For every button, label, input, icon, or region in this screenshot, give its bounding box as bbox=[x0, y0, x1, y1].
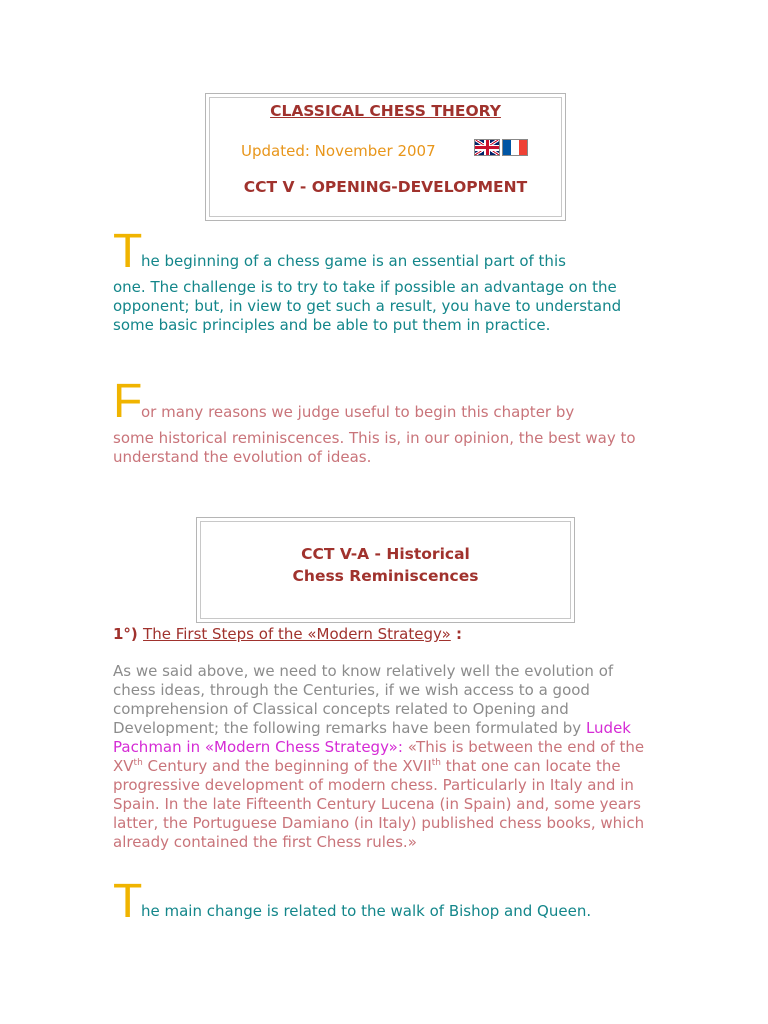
quote-sup-1: th bbox=[133, 758, 143, 768]
chapter-subtitle: CCT V - OPENING-DEVELOPMENT bbox=[243, 178, 528, 196]
section-title-line2: Chess Reminiscences bbox=[292, 567, 479, 585]
final-paragraph: he main change is related to the walk of Bishop and Queen. bbox=[141, 902, 592, 920]
updated-date: Updated: November 2007 bbox=[241, 142, 436, 160]
quote-part-b: Century and the beginning of the XVII bbox=[142, 757, 432, 775]
body-paragraph bbox=[113, 662, 653, 852]
intro-paragraph-2-line1: or many reasons we judge useful to begin this chapter by bbox=[141, 403, 575, 421]
section-title-line1: CCT V-A - Historical bbox=[301, 545, 470, 563]
subsection-number: 1°) bbox=[113, 625, 138, 643]
quote-part-c: that one can locate the progressive development of modern chess. Particularly in Italy and in Spain. In the late Fifteenth Century Lucena (in Spain) and, some years latter, the Portuguese Damiano (in Italy) published chess books, which already contained the first Chess rules.» bbox=[113, 757, 645, 851]
france-flag-icon[interactable] bbox=[502, 139, 528, 156]
subsection-heading bbox=[113, 625, 462, 643]
subsection-colon: : bbox=[456, 625, 463, 643]
section-box bbox=[196, 517, 575, 623]
quote-part-a: «This is between the end of the XV bbox=[113, 738, 645, 775]
dropcap-f: F bbox=[113, 375, 143, 428]
dropcap-t: T bbox=[113, 225, 143, 278]
intro-paragraph-2-rest: some historical reminiscences. This is, in our opinion, the best way to understand the evolution of ideas. bbox=[113, 429, 636, 466]
language-flags bbox=[474, 139, 528, 156]
author-reference: Ludek Pachman in «Modern Chess Strategy»: bbox=[113, 719, 631, 756]
dropcap-t-final: T bbox=[113, 875, 143, 928]
subsection-link[interactable]: The First Steps of the «Modern Strategy» bbox=[143, 625, 451, 643]
intro-paragraph-1-line1: he beginning of a chess game is an essential part of this bbox=[141, 252, 566, 270]
body-gray-text: As we said above, we need to know relatively well the evolution of chess ideas, through the Centuries, if we wish access to a good comprehension of Classical concepts related to Opening and Development; the following remarks have been formulated by bbox=[113, 662, 614, 737]
header-box bbox=[205, 93, 566, 221]
section-title bbox=[197, 543, 574, 587]
uk-flag-icon[interactable] bbox=[474, 139, 500, 156]
page-title: CLASSICAL CHESS THEORY bbox=[270, 102, 501, 120]
intro-paragraph-1-rest: one. The challenge is to try to take if possible an advantage on the opponent; but, in view to get such a result, you have to understand some basic principles and be able to put them in practice. bbox=[113, 278, 622, 334]
quote-sup-2: th bbox=[431, 758, 441, 768]
